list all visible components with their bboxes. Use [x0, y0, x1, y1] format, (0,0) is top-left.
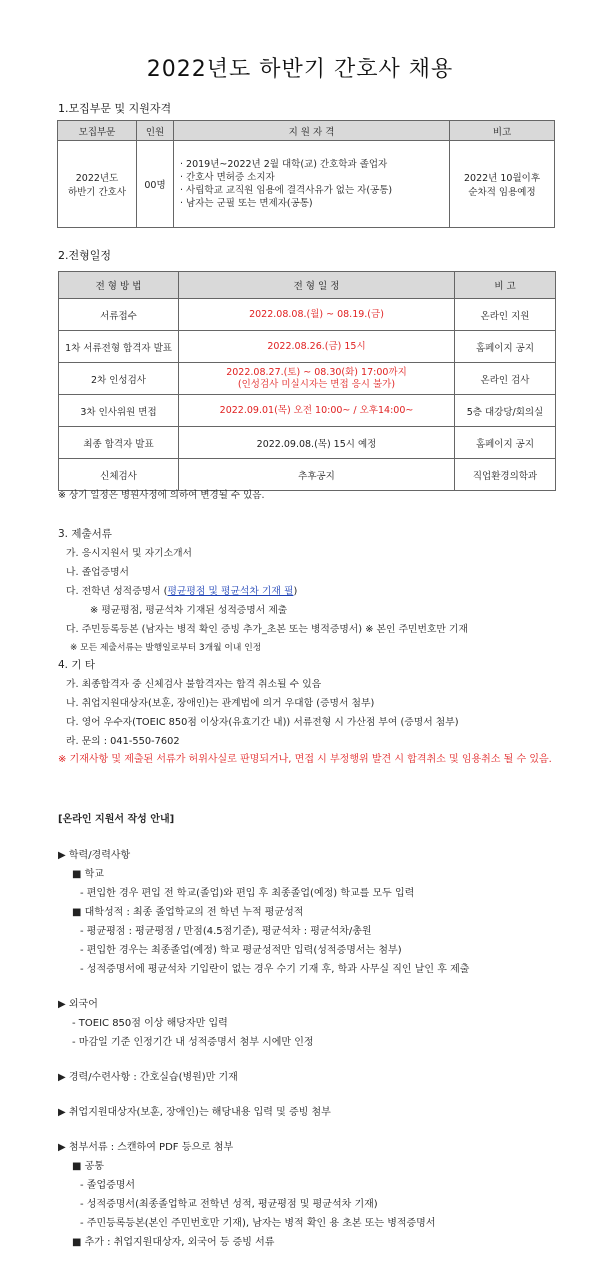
table-row: [59, 459, 556, 491]
guide-line: ■ 대학성적 : 최종 졸업학교의 전 학년 누적 평균성적: [72, 907, 304, 918]
header-remark: 비고: [450, 121, 555, 141]
guide-line: ▶ 첨부서류 : 스캔하여 PDF 등으로 첨부: [58, 1142, 234, 1153]
table-row: [58, 141, 555, 228]
qual-item: · 2019년~2022년 2월 대학(교) 간호학과 졸업자: [180, 159, 388, 170]
table-row: [59, 427, 556, 459]
schedule-cell: [179, 299, 455, 331]
section4-heading: 4. 기 타: [58, 659, 95, 671]
method-cell: 2차 인성검사: [59, 363, 179, 395]
table-row: [59, 395, 556, 427]
guide-line: ■ 공통: [72, 1161, 104, 1172]
schedule-cell: [179, 459, 455, 491]
transcript-suffix: ): [293, 586, 298, 597]
schedule-text: 추후공지: [298, 470, 335, 482]
table-row: [59, 331, 556, 363]
method-cell: 3차 인사위원 면접: [59, 395, 179, 427]
guide-line: - 편입한 경우는 최종졸업(예정) 학교 평균성적만 입력(성적증명서는 첨부): [80, 945, 402, 956]
header-method: 전 형 방 법: [59, 272, 179, 299]
header-schedule: 전 형 일 정: [179, 272, 455, 299]
etc-item: 가. 최종합격자 중 신체검사 불합격자는 합격 취소될 수 있음: [66, 679, 322, 690]
table-header-row: [59, 272, 556, 299]
section3-heading: 3. 제출서류: [58, 528, 112, 540]
table-header-row: [58, 121, 555, 141]
guide-line: ▶ 경력/수련사항 : 간호실습(병원)만 기재: [58, 1072, 238, 1083]
doc-item: 나. 졸업증명서: [66, 567, 130, 578]
remark-cell: 5층 대강당/회의실: [455, 395, 556, 427]
header-dept: 모집부문: [58, 121, 137, 141]
remark-line2: 순차적 임용예정: [468, 187, 536, 198]
page-title: 2022년도 하반기 간호사 채용: [146, 57, 454, 82]
remark-cell: 온라인 지원: [455, 299, 556, 331]
schedule-cell: [179, 331, 455, 363]
section1-heading: 1.모집부문 및 지원자격: [58, 102, 172, 115]
guide-line: ■ 추가 : 취업지원대상자, 외국어 등 증빙 서류: [72, 1237, 275, 1248]
warning-text: ※ 기재사항 및 제출된 서류가 허위사실로 판명되거나, 면접 시 부정행위 발견 시 합격취소 및 임용취소 될 수 있음.: [58, 754, 552, 765]
schedule-text: 2022.08.08.(월) ~ 08.19.(금): [249, 308, 384, 320]
header-remark: 비 고: [455, 272, 556, 299]
validity-note: ※ 모든 제출서류는 발행일로부터 3개월 이내 인정: [70, 643, 262, 653]
guide-line: - 마감일 기준 인정기간 내 성적증명서 첨부 시에만 인정: [72, 1037, 314, 1048]
guide-line: - 성적증명서(최종졸업학교 전학년 성적, 평균평점 및 평균석차 기재): [80, 1199, 378, 1210]
method-cell: 최종 합격자 발표: [59, 427, 179, 459]
remark-cell: 직업환경의학과: [455, 459, 556, 491]
guide-heading: [온라인 지원서 작성 안내]: [58, 814, 175, 825]
method-cell: 신체검사: [59, 459, 179, 491]
schedule-note: ※ 상기 일정은 병원사정에 의하여 변경될 수 있음.: [58, 490, 265, 501]
qual-item: · 남자는 군필 또는 면제자(공통): [180, 198, 313, 209]
table-row: [59, 363, 556, 395]
transcript-note: ※ 평균평점, 평균석차 기재된 성적증명서 제출: [90, 605, 288, 616]
schedule-cell: [179, 363, 455, 395]
doc-item-resident: 다. 주민등록등본 (남자는 병적 확인 증빙 추가_초본 또는 병적증명서) ※ 본인 주민번호만 기재: [66, 624, 468, 635]
schedule-table: [58, 271, 556, 491]
header-count: 인원: [137, 121, 174, 141]
dept-line1: 2022년도: [75, 173, 119, 184]
header-quals: 지 원 자 격: [174, 121, 450, 141]
table-row: [59, 299, 556, 331]
dept-cell: [58, 141, 137, 228]
schedule-text: 2022.08.26.(금) 15시: [267, 340, 366, 352]
transcript-link[interactable]: 평균평점 및 평균석차 기재 필: [167, 586, 294, 597]
schedule-cell: [179, 427, 455, 459]
guide-line: ▶ 외국어: [58, 999, 98, 1010]
section2-heading: 2.전형일정: [58, 249, 111, 262]
remark-cell: 온라인 검사: [455, 363, 556, 395]
etc-item-contact: 라. 문의 : 041-550-7602: [66, 736, 180, 747]
schedule-text: 2022.08.27.(토) ~ 08.30(화) 17:00까지: [226, 366, 407, 378]
guide-line: - 주민등록등본(본인 주민번호만 기재), 남자는 병적 확인 용 초본 또는 병적증명서: [80, 1218, 436, 1229]
transcript-prefix: 다. 전학년 성적증명서 (: [66, 586, 168, 597]
quals-cell: [174, 141, 450, 228]
qualification-table: [57, 120, 555, 228]
guide-line: - 졸업증명서: [80, 1180, 136, 1191]
guide-line: - 평균평점 : 평균평점 / 만점(4.5점기준), 평균석차 : 평균석차/총원: [80, 926, 372, 937]
method-cell: 1차 서류전형 합격자 발표: [59, 331, 179, 363]
doc-item-transcript: [66, 583, 297, 597]
guide-line: ▶ 취업지원대상자(보훈, 장애인)는 해당내용 입력 및 증빙 첨부: [58, 1107, 331, 1118]
remark-line1: 2022년 10월이후: [464, 173, 540, 184]
etc-item: 나. 취업지원대상자(보훈, 장애인)는 관계법에 의거 우대함 (증명서 첨부): [66, 698, 375, 709]
guide-line: ▶ 학력/경력사항: [58, 850, 131, 861]
remark-cell: 홈페이지 공지: [455, 427, 556, 459]
guide-line: ■ 학교: [72, 869, 104, 880]
guide-line: - 성적증명서에 평균석차 기입란이 없는 경우 수기 기재 후, 학과 사무실 직인 날인 후 제출: [80, 964, 470, 975]
count-cell: 00명: [137, 141, 174, 228]
remark-cell: 홈페이지 공지: [455, 331, 556, 363]
etc-item: 다. 영어 우수자(TOEIC 850점 이상자(유효기간 내)) 서류전형 시 가산점 부여 (증명서 첨부): [66, 717, 459, 728]
schedule-text: 2022.09.01(목) 오전 10:00~ / 오후14:00~: [219, 404, 414, 416]
remark-cell: [450, 141, 555, 228]
guide-line: - 편입한 경우 편입 전 학교(졸업)와 편입 후 최종졸업(예정) 학교를 모두 입력: [80, 888, 415, 899]
schedule-cell: [179, 395, 455, 427]
dept-line2: 하반기 간호사: [67, 187, 127, 198]
method-cell: 서류접수: [59, 299, 179, 331]
qual-item: · 사립학교 교직원 임용에 결격사유가 없는 자(공통): [180, 185, 393, 196]
qual-item: · 간호사 면허증 소지자: [180, 172, 275, 183]
guide-line: - TOEIC 850점 이상 해당자만 입력: [72, 1018, 228, 1029]
schedule-subtext: (인성검사 미실시자는 면접 응시 불가): [237, 378, 396, 390]
doc-item: 가. 응시지원서 및 자기소개서: [66, 548, 193, 559]
schedule-text: 2022.09.08.(목) 15시 예정: [256, 438, 377, 450]
